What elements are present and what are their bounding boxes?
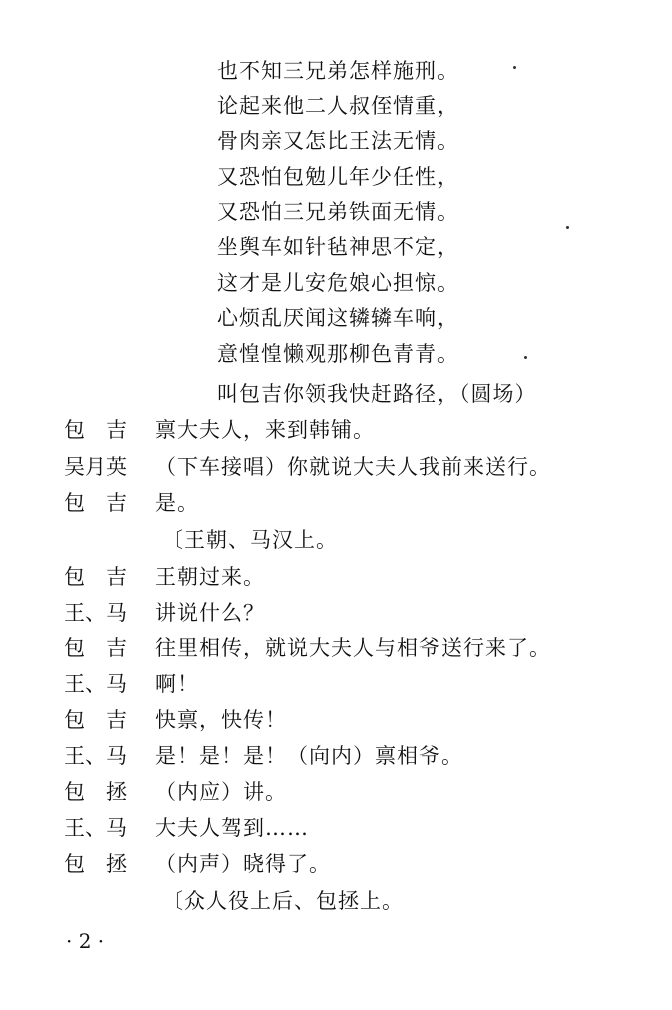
speaker-name: 包 吉 xyxy=(64,565,127,589)
speech-text: 是！是！是！（向内）禀相爷。 xyxy=(155,744,463,768)
scan-speck xyxy=(524,356,527,359)
verse-line: 心烦乱厌闻这辚辚车响， xyxy=(217,306,459,330)
speech-text: 王朝过来。 xyxy=(155,565,265,589)
stage-direction: 〔王朝、马汉上。 xyxy=(162,528,338,552)
scan-speck xyxy=(566,226,569,229)
speech-text: 讲说什么？ xyxy=(155,601,265,625)
speech-text: （内声）晓得了。 xyxy=(155,852,331,876)
speech-text: 快禀，快传！ xyxy=(155,708,287,732)
speaker-name: 包 吉 xyxy=(64,418,127,442)
speech-text: 往里相传，就说大夫人与相爷送行来了。 xyxy=(155,636,551,660)
scan-speck xyxy=(513,66,516,69)
speaker-name: 王、马 xyxy=(64,744,127,768)
speaker-name: 王、马 xyxy=(64,816,127,840)
speaker-name: 包 吉 xyxy=(64,708,127,732)
speaker-name: 王、马 xyxy=(64,672,127,696)
verse-line: 叫包吉你领我快赶路径，（圆场） xyxy=(217,382,537,406)
speech-text: 禀大夫人，来到韩铺。 xyxy=(155,418,375,442)
speaker-name: 包 拯 xyxy=(64,780,127,804)
stage-direction: 〔众人役上后、包拯上。 xyxy=(162,889,404,913)
verse-line: 坐舆车如针毡神思不定， xyxy=(217,235,459,259)
speaker-name: 包 拯 xyxy=(64,852,127,876)
speech-text: （下车接唱）你就说大夫人我前来送行。 xyxy=(155,455,551,479)
speaker-name: 王、马 xyxy=(64,601,127,625)
verse-line: 又恐怕包勉儿年少任性， xyxy=(217,165,459,189)
verse-line: 这才是儿安危娘心担惊。 xyxy=(217,271,459,295)
speaker-name: 吴月英 xyxy=(64,455,127,479)
speaker-name: 包 吉 xyxy=(64,491,127,515)
speech-text: （内应）讲。 xyxy=(155,780,287,804)
speech-text: 大夫人驾到…… xyxy=(155,816,309,840)
speech-text: 是。 xyxy=(155,491,199,515)
verse-line: 意惶惶懒观那柳色青青。 xyxy=(217,342,459,366)
verse-line: 骨肉亲又怎比王法无情。 xyxy=(217,129,459,153)
verse-line: 论起来他二人叔侄情重， xyxy=(217,94,459,118)
speech-text: 啊！ xyxy=(155,672,199,696)
verse-line: 也不知三兄弟怎样施刑。 xyxy=(217,59,459,83)
verse-line: 又恐怕三兄弟铁面无情。 xyxy=(217,200,459,224)
page-number: · 2 · xyxy=(66,929,105,953)
speaker-name: 包 吉 xyxy=(64,636,127,660)
